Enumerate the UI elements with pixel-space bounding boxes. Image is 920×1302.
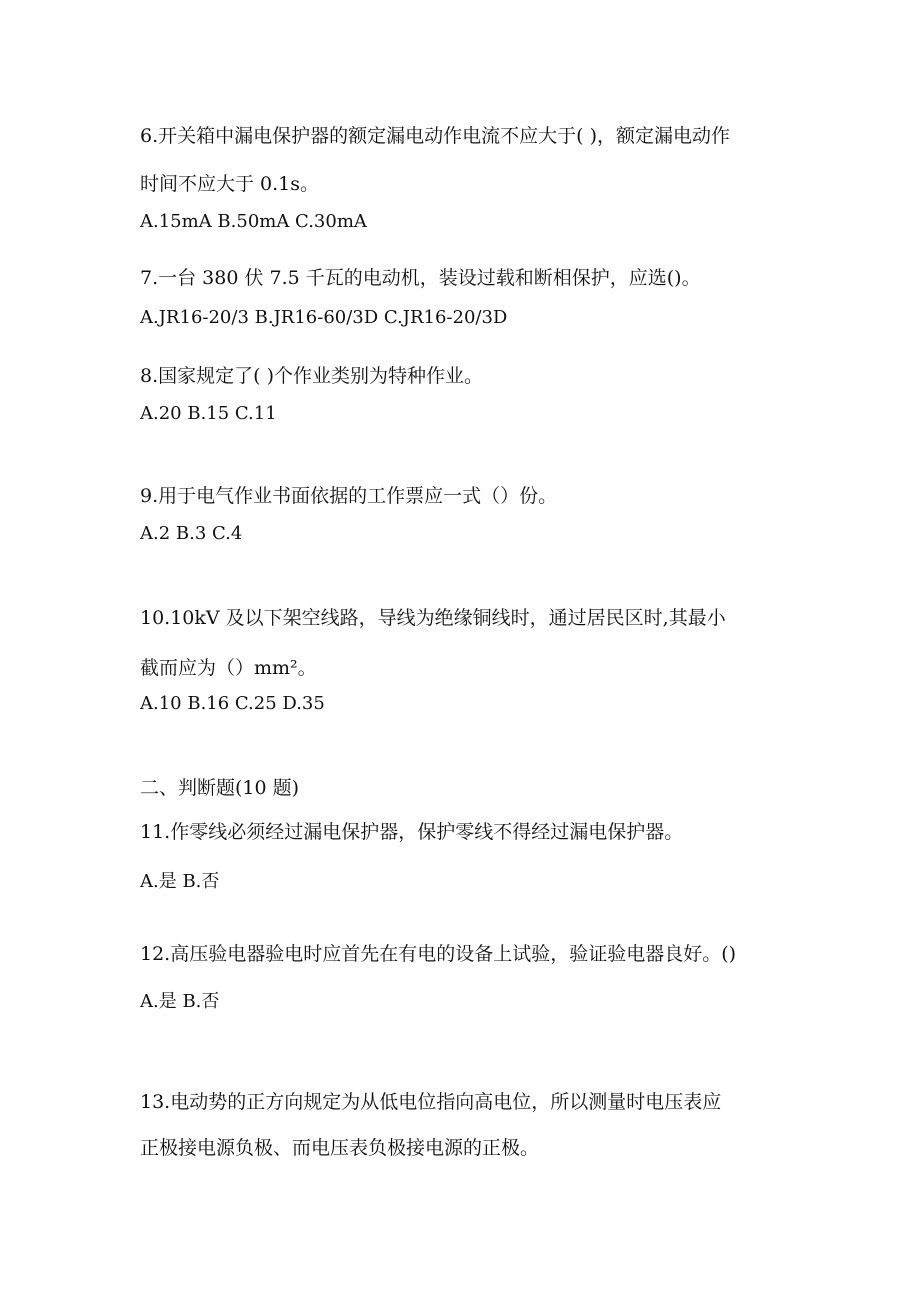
question-6-stem-line-2: 时间不应大于 0.1s。: [140, 173, 320, 195]
question-10-options: A.10 B.16 C.25 D.35: [140, 693, 325, 714]
question-8-stem: 8.国家规定了( )个作业类别为特种作业。: [140, 365, 483, 387]
question-12-stem: 12.高压验电器验电时应首先在有电的设备上试验，验证验电器良好。(): [140, 943, 737, 965]
question-11-options: A.是 B.否: [140, 871, 220, 892]
section-title: 二、判断题(10 题): [140, 777, 300, 799]
question-13-stem-line-2: 正极接电源负极、而电压表负极接电源的正极。: [140, 1137, 540, 1159]
question-10-stem-line-2: 截而应为（）mm²。: [140, 657, 317, 679]
question-7-stem: 7.一台 380 伏 7.5 千瓦的电动机，装设过载和断相保护，应选()。: [140, 267, 701, 289]
question-12-options: A.是 B.否: [140, 991, 220, 1012]
question-9-stem: 9.用于电气作业书面依据的工作票应一式（）份。: [140, 485, 558, 507]
question-9-options: A.2 B.3 C.4: [140, 523, 243, 544]
question-10-stem-line-1: 10.10kV 及以下架空线路，导线为绝缘铜线时，通过居民区时,其最小: [140, 607, 726, 629]
question-8-options: A.20 B.15 C.11: [140, 403, 277, 424]
question-6-stem-line-1: 6.开关箱中漏电保护器的额定漏电动作电流不应大于( )，额定漏电动作: [140, 125, 730, 147]
question-11-stem: 11.作零线必须经过漏电保护器，保护零线不得经过漏电保护器。: [140, 821, 684, 843]
question-6-options: A.15mA B.50mA C.30mA: [140, 211, 367, 232]
question-13-stem-line-1: 13.电动势的正方向规定为从低电位指向高电位，所以测量时电压表应: [140, 1091, 722, 1113]
question-7-options: A.JR16-20/3 B.JR16-60/3D C.JR16-20/3D: [140, 307, 508, 328]
